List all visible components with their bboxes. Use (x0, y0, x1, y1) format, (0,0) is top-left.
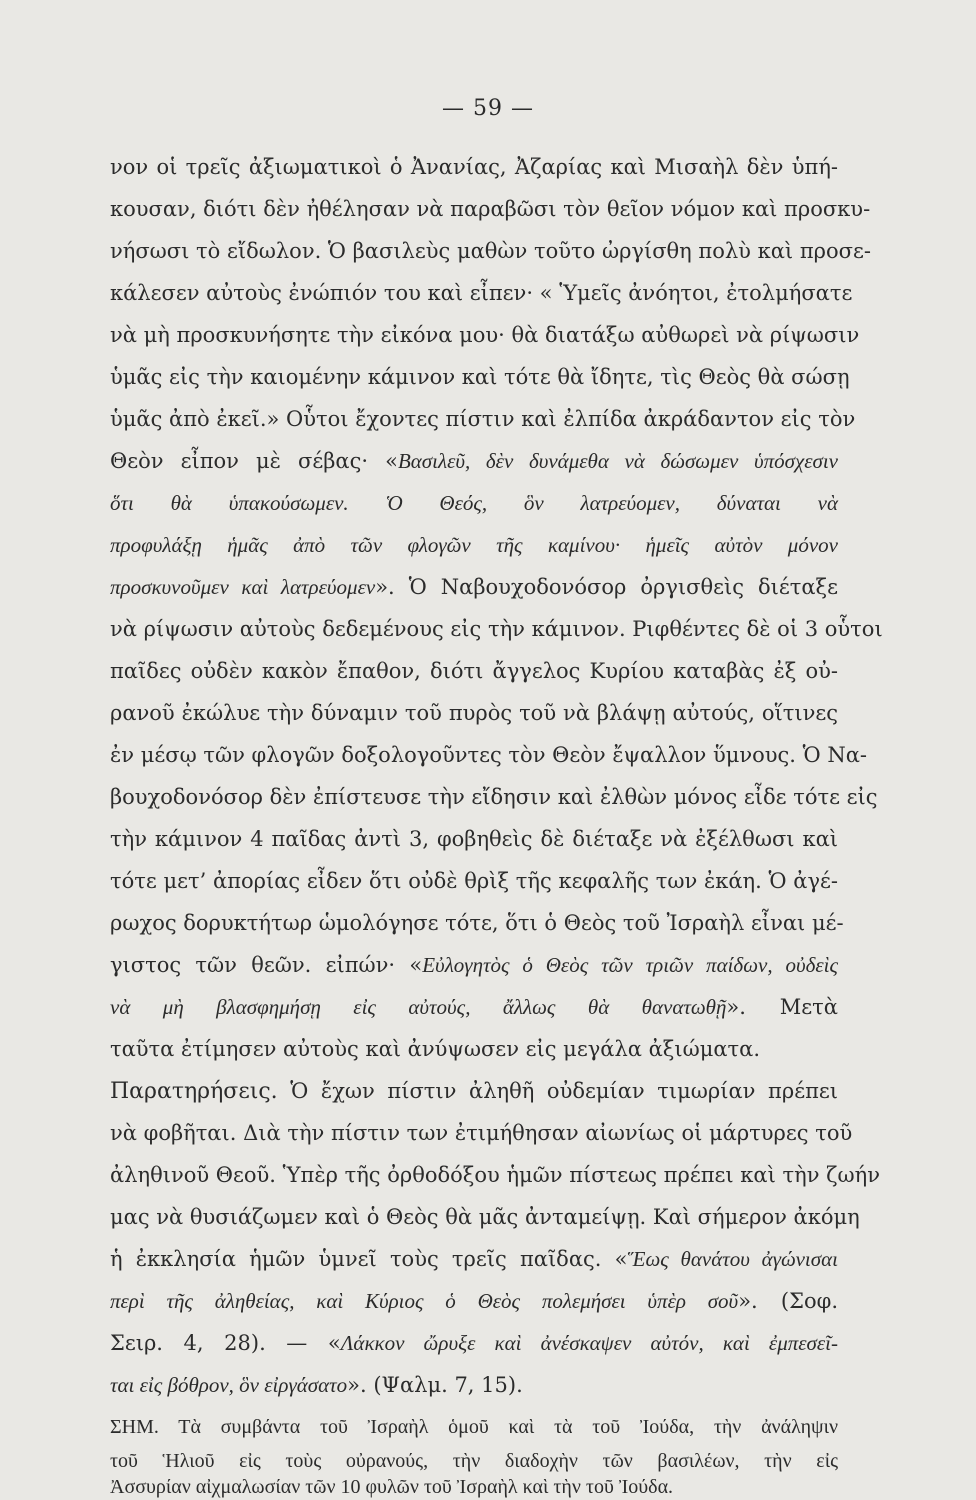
italic-quote: Λάκκον ὤρυξε καὶ ἀνέσκαψεν αὐτόν, καὶ ἐμπεσεῖ- (340, 1331, 838, 1355)
italic-quote: ται εἰς βόθρον, ὃν εἰργάσατο (110, 1373, 348, 1397)
text-line: τότε μετ’ ἀπορίας εἶδεν ὅτι οὐδὲ θρὶξ τῆς κεφαλῆς των ἐκάη. Ὁ ἀγέ- (110, 869, 838, 893)
text-line: ἀληθινοῦ Θεοῦ. Ὑπὲρ τῆς ὀρθοδόξου ἡμῶν πίστεως πρέπει καὶ τὴν ζωήν (110, 1163, 881, 1187)
italic-quote: προσκυνοῦμεν καὶ λατρεύομεν (110, 575, 376, 599)
text-line (110, 446, 838, 476)
text-line: ρανοῦ ἐκώλυε τὴν δύναμιν τοῦ πυρὸς τοῦ νὰ βλάψῃ αὐτούς, οἵτινες (110, 701, 838, 725)
text-span: Σειρ. 4, 28). — « (110, 1331, 341, 1355)
text-span: ». (Ψαλμ. 7, 15). (347, 1373, 523, 1397)
text-line: ὑμᾶς ἀπὸ ἐκεῖ.» Οὗτοι ἔχοντες πίστιν καὶ ἐλπίδα ἀκράδαντον εἰς τὸν (110, 407, 856, 431)
note-line: ΣΗΜ. Τὰ συμβάντα τοῦ Ἰσραὴλ ὁμοῦ καὶ τὰ τοῦ Ἰούδα, τὴν ἀνάληψιν (110, 1416, 838, 1438)
text-span: Ὁ ἔχων πίστιν ἀληθῆ οὐδεμίαν τιμωρίαν πρέπει (277, 1079, 838, 1103)
text-line: ρωχος δορυκτήτωρ ὡμολόγησε τότε, ὅτι ὁ Θεὸς τοῦ Ἰσραὴλ εἶναι μέ- (110, 911, 844, 935)
text-line: βουχοδονόσορ δὲν ἐπίστευσε τὴν εἴδησιν καὶ ἐλθὼν μόνος εἶδε τότε εἰς (110, 785, 878, 809)
text-span: ». Μετὰ (726, 995, 838, 1019)
italic-quote: περὶ τῆς ἀληθείας, καὶ Κύριος ὁ Θεὸς πολεμήσει ὑπὲρ σοῦ (110, 1289, 739, 1313)
text-line: κάλεσεν αὐτοὺς ἐνώπιόν του καὶ εἶπεν· « Ὑμεῖς ἀνόητοι, ἐτολμήσατε (110, 281, 853, 305)
text-line: νὰ φοβῆται. Διὰ τὴν πίστιν των ἐτιμήθησαν αἰωνίως οἱ μάρτυρες τοῦ (110, 1121, 853, 1145)
text-line (110, 1244, 838, 1274)
text-line: ἐν μέσῳ τῶν φλογῶν δοξολογοῦντες τὸν Θεὸν ἔψαλλον ὕμνους. Ὁ Να- (110, 743, 868, 767)
italic-quote: Βασιλεῦ, δὲν δυνάμεθα νὰ δώσωμεν ὑπόσχεσιν (397, 449, 838, 473)
text-line (110, 1328, 838, 1358)
note-line: τοῦ Ἡλιοῦ εἰς τοὺς οὐρανούς, τὴν διαδοχὴν τῶν βασιλέων, τὴν εἰς (110, 1450, 838, 1472)
text-line: μας νὰ θυσιάζωμεν καὶ ὁ Θεὸς θὰ μᾶς ἀνταμείψῃ. Καὶ σήμερον ἀκόμη (110, 1205, 860, 1229)
text-span: γιστος τῶν θεῶν. εἰπών· « (110, 953, 423, 977)
text-line: νήσωσι τὸ εἴδωλον. Ὁ βασιλεὺς μαθὼν τοῦτο ὠργίσθη πολὺ καὶ προσε- (110, 239, 871, 263)
text-line: ὑμᾶς εἰς τὴν καιομένην κάμινον καὶ τότε θὰ ἴδητε, τὶς Θεὸς θὰ σώσῃ (110, 365, 850, 389)
text-span: ». (Σοφ. (738, 1289, 838, 1313)
page-number: — 59 — (442, 96, 534, 121)
text-span: ». Ὁ Ναβουχοδονόσορ ὀργισθεὶς διέταξε (375, 575, 838, 599)
remarks-heading: Παρατηρήσεις. (110, 1079, 278, 1104)
text-line (110, 572, 838, 602)
text-line (110, 950, 838, 980)
text-line: παῖδες οὐδὲν κακὸν ἔπαθον, διότι ἄγγελος Κυρίου καταβὰς ἐξ οὐ- (110, 659, 838, 683)
text-line: ταῦτα ἐτίμησεν αὐτοὺς καὶ ἀνύψωσεν εἰς μεγάλα ἀξιώματα. (110, 1037, 761, 1061)
remarks-line (110, 1076, 838, 1107)
text-line: τὴν κάμινον 4 παῖδας ἀντὶ 3, φοβηθεὶς δὲ διέταξε νὰ ἐξέλθωσι καὶ (110, 827, 838, 851)
italic-quote-line: προφυλάξῃ ἡμᾶς ἀπὸ τῶν φλογῶν τῆς καμίνου· ἡμεῖς αὐτὸν μόνον (110, 533, 838, 557)
text-line: νὰ ρίψωσιν αὐτοὺς δεδεμένους εἰς τὴν κάμινον. Ριφθέντες δὲ οἱ 3 οὗτοι (110, 617, 883, 641)
text-line: νὰ μὴ προσκυνήσητε τὴν εἰκόνα μου· θὰ διατάξω αὐθωρεὶ νὰ ρίψωσιν (110, 323, 860, 347)
italic-quote-line: ὅτι θὰ ὑπακούσωμεν. Ὁ Θεός, ὃν λατρεύομεν, δύναται νὰ (110, 491, 838, 515)
italic-quote: Ἕως θανάτου ἀγώνισαι (627, 1247, 838, 1271)
note-line: Ἀσσυρίαν αἰχμαλωσίαν τῶν 10 φυλῶν τοῦ Ἰσραὴλ καὶ τὴν τοῦ Ἰούδα. (110, 1476, 674, 1498)
text-line: κουσαν, διότι δὲν ἠθέλησαν νὰ παραβῶσι τὸν θεῖον νόμον καὶ προσκυ- (110, 197, 871, 221)
text-line (110, 992, 838, 1022)
text-span: Θεὸν εἶπον μὲ σέβας· « (110, 449, 398, 473)
text-line (110, 1370, 838, 1400)
text-span: ἡ ἐκκλησία ἡμῶν ὑμνεῖ τοὺς τρεῖς παῖδας. « (110, 1247, 628, 1271)
italic-quote: νὰ μὴ βλασφημήσῃ εἰς αὐτούς, ἄλλως θὰ θανατωθῇ (110, 995, 727, 1019)
text-line (110, 1286, 838, 1316)
italic-quote: Εὐλογητὸς ὁ Θεὸς τῶν τριῶν παίδων, οὐδεὶς (422, 953, 838, 977)
text-line: νον οἱ τρεῖς ἀξιωματικοὶ ὁ Ἀνανίας, Ἀζαρίας καὶ Μισαὴλ δὲν ὑπή- (110, 155, 838, 179)
